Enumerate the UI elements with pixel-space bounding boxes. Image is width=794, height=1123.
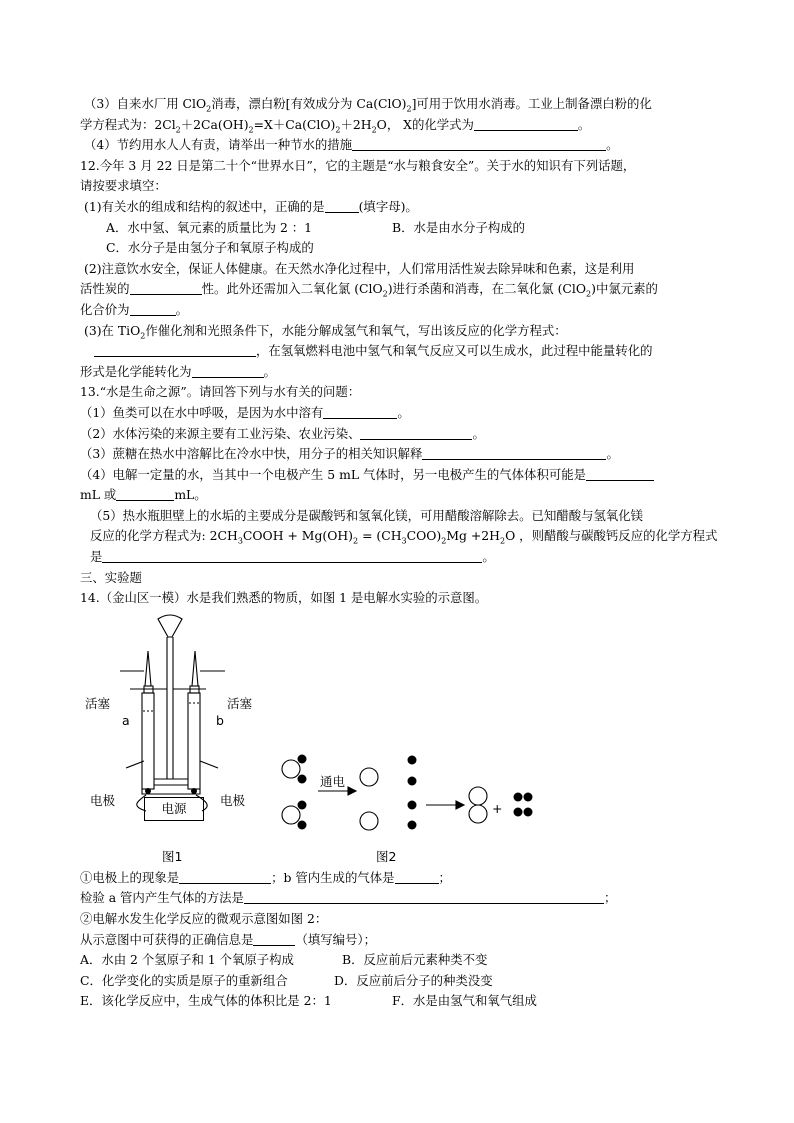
options-ef: E．该化学反应中，生成气体的体积比是 2：1 F．水是由氢气和氧气组成 bbox=[80, 993, 537, 1009]
electrode-dot-left bbox=[145, 788, 151, 794]
label-electrolysis: 通电 bbox=[320, 773, 346, 789]
q13-4-line2: mL 或 mL。 bbox=[80, 487, 207, 503]
options-ab: A．水由 2 个氢原子和 1 个氧原子构成 B．反应前后元素种类不变 bbox=[80, 952, 488, 968]
q13-2: （2）水体污染的来源主要有工业污染、农业污染、 。 bbox=[80, 425, 485, 441]
oxygen-atom bbox=[469, 805, 487, 823]
q14-2-stem: ②电解水发生化学反应的微观示意图如图 2： bbox=[80, 911, 328, 927]
q11-3-line2: 学方程式为：$2Cl_2+2Ca(OH)_2=X+Ca(ClO)_2+2H_2O$， X的化学式为 。 bbox=[80, 116, 591, 135]
q12-2-line3: 化合价为 。 bbox=[80, 301, 188, 317]
q13-3: （3）蔗糖在热水中溶解比在冷水中快，用分子的相关知识解释 。 bbox=[80, 446, 619, 462]
q11-3-line1: （3）自来水厂用 ClO$_2$消毒，漂白粉[有效成分为 $Ca(ClO)_2$]可用于饮用水消毒。工业上制备漂白粉的化 bbox=[84, 96, 652, 114]
q12-3-line1: (3)在 TiO$_2$作催化剂和光照条件下，水能分解成氢气和氧气，写出该反应的化学方程式： bbox=[84, 322, 567, 340]
q13-stem: 13.“水是生命之源”。请回答下列与水有关的问题： bbox=[80, 384, 361, 400]
figures bbox=[80, 611, 720, 864]
figure2 bbox=[282, 760, 487, 830]
pointer-right-electrode bbox=[200, 761, 218, 768]
answer-blank[interactable] bbox=[325, 198, 359, 213]
q12-2-line2: 活性炭的 性。此外还需加入二氧化氯 (ClO$_2$)进行杀菌和消毒，在二氧化氯 (ClO$_2$)中氯元素的 bbox=[80, 281, 658, 299]
label-electrode-left: 电极 bbox=[90, 792, 116, 808]
label-electrode-right: 电极 bbox=[220, 792, 246, 808]
worksheet-page bbox=[80, 94, 720, 1012]
oxygen-atom bbox=[360, 768, 378, 786]
pointer-left-electrode bbox=[126, 761, 144, 768]
electrolysis-apparatus bbox=[120, 615, 225, 811]
q13-5-line1: （5）热水瓶胆壁上的水垢的主要成分是碳酸钙和氢氧化镁，可用醋酸溶解除去。已知醋酸与氢氧化镁 bbox=[90, 507, 644, 523]
q13-4-line1: （4）电解一定量的水，当其中一个电极产生 5 mL 气体时，另一电极产生的气体体积可能是 bbox=[80, 465, 720, 486]
right-tip bbox=[192, 651, 195, 686]
answer-blank[interactable] bbox=[192, 363, 264, 378]
q14-2-question: 从示意图中可获得的正确信息是 （填写编号）； bbox=[80, 931, 377, 947]
tube-a bbox=[142, 693, 154, 789]
q14-1-line2: 检验 a 管内产生气体的方法是 ； bbox=[80, 890, 617, 906]
q12-2-line1: (2)注意饮水安全，保证人体健康。在天然水净化过程中，人们常用活性炭去除异味和色素，这是利用 bbox=[84, 260, 635, 276]
electrode-dot-right bbox=[191, 788, 197, 794]
answer-blank[interactable] bbox=[474, 116, 578, 131]
plus-sign: + bbox=[492, 800, 503, 816]
label-stopcock-right: 活塞 bbox=[227, 695, 253, 711]
q14-1-line1: ①电极上的现象是 ；b 管内生成的气体是 ； bbox=[80, 869, 451, 885]
funnel bbox=[158, 615, 182, 637]
left-tip bbox=[145, 651, 148, 686]
q13-5-line3: 是 。 bbox=[90, 549, 495, 565]
oxygen-atom bbox=[360, 812, 378, 830]
tube-b bbox=[188, 693, 200, 789]
options-cd: C．化学变化的实质是原子的重新组合 D．反应前后分子的种类没变 bbox=[80, 972, 493, 988]
answer-blank[interactable] bbox=[94, 342, 256, 357]
q13-1: （1）鱼类可以在水中呼吸，是因为水中溶有 。 bbox=[80, 404, 410, 420]
oxygen-atom bbox=[282, 760, 300, 778]
q12-1-options-ab: A．水中氢、氧元素的质量比为 2 ：1 B．水是由水分子构成的 bbox=[106, 219, 526, 235]
power-supply: 电源 bbox=[144, 797, 204, 821]
q12-3-line3: 形式是化学能转化为 。 bbox=[80, 363, 276, 379]
answer-blank[interactable] bbox=[323, 404, 397, 419]
answer-blank[interactable] bbox=[395, 869, 439, 884]
caption-figure2: 图2 bbox=[376, 848, 397, 864]
q12-3-line2: ，在氢氧燃料电池中氢气和氧气反应又可以生成水，此过程中能量转化的 bbox=[80, 341, 720, 362]
caption-figure1: 图1 bbox=[162, 848, 183, 864]
answer-blank[interactable] bbox=[116, 486, 174, 501]
q14-stem: 14.（金山区一模）水是我们熟悉的物质，如图 1 是电解水实验的示意图。 bbox=[80, 590, 488, 606]
answer-blank[interactable] bbox=[352, 136, 606, 151]
q12-1: (1)有关水的组成和结构的叙述中，正确的是 (填字母)。 bbox=[84, 198, 418, 214]
answer-blank[interactable] bbox=[586, 466, 654, 481]
answer-blank[interactable] bbox=[244, 889, 604, 904]
answer-blank[interactable] bbox=[130, 280, 202, 295]
answer-blank[interactable] bbox=[130, 301, 176, 316]
answer-blank[interactable] bbox=[422, 445, 606, 460]
section-heading: 三、实验题 bbox=[80, 569, 142, 585]
q12-1-option-c: C．水分子是由氢分子和氧原子构成的 bbox=[106, 240, 314, 256]
answer-blank[interactable] bbox=[179, 869, 271, 884]
q12-stem-2: 请按要求填空： bbox=[80, 178, 167, 194]
label-tube-a: a bbox=[122, 712, 130, 728]
answer-blank[interactable] bbox=[102, 548, 482, 563]
answer-blank[interactable] bbox=[360, 425, 472, 440]
label-stopcock-left: 活塞 bbox=[85, 695, 111, 711]
label-tube-b: b bbox=[216, 712, 224, 728]
oxygen-atom bbox=[282, 806, 300, 824]
q13-5-line2: 反应的化学方程式为: $2CH_3COOH + Mg(OH)_2 = (CH_3COO)_2Mg +2H_2O$ ，则醋酸与碳酸钙反应的化学方程式 bbox=[90, 528, 718, 546]
q11-4-line: （4）节约用水人人有责，请举出一种节水的措施 。 bbox=[84, 137, 619, 153]
q12-stem: 12.今年 3 月 22 日是第二十个“世界水日”，它的主题是“水与粮食安全”。关于水的知识有下列话题， bbox=[80, 157, 636, 173]
oxygen-atom bbox=[469, 787, 487, 805]
answer-blank[interactable] bbox=[253, 931, 295, 946]
